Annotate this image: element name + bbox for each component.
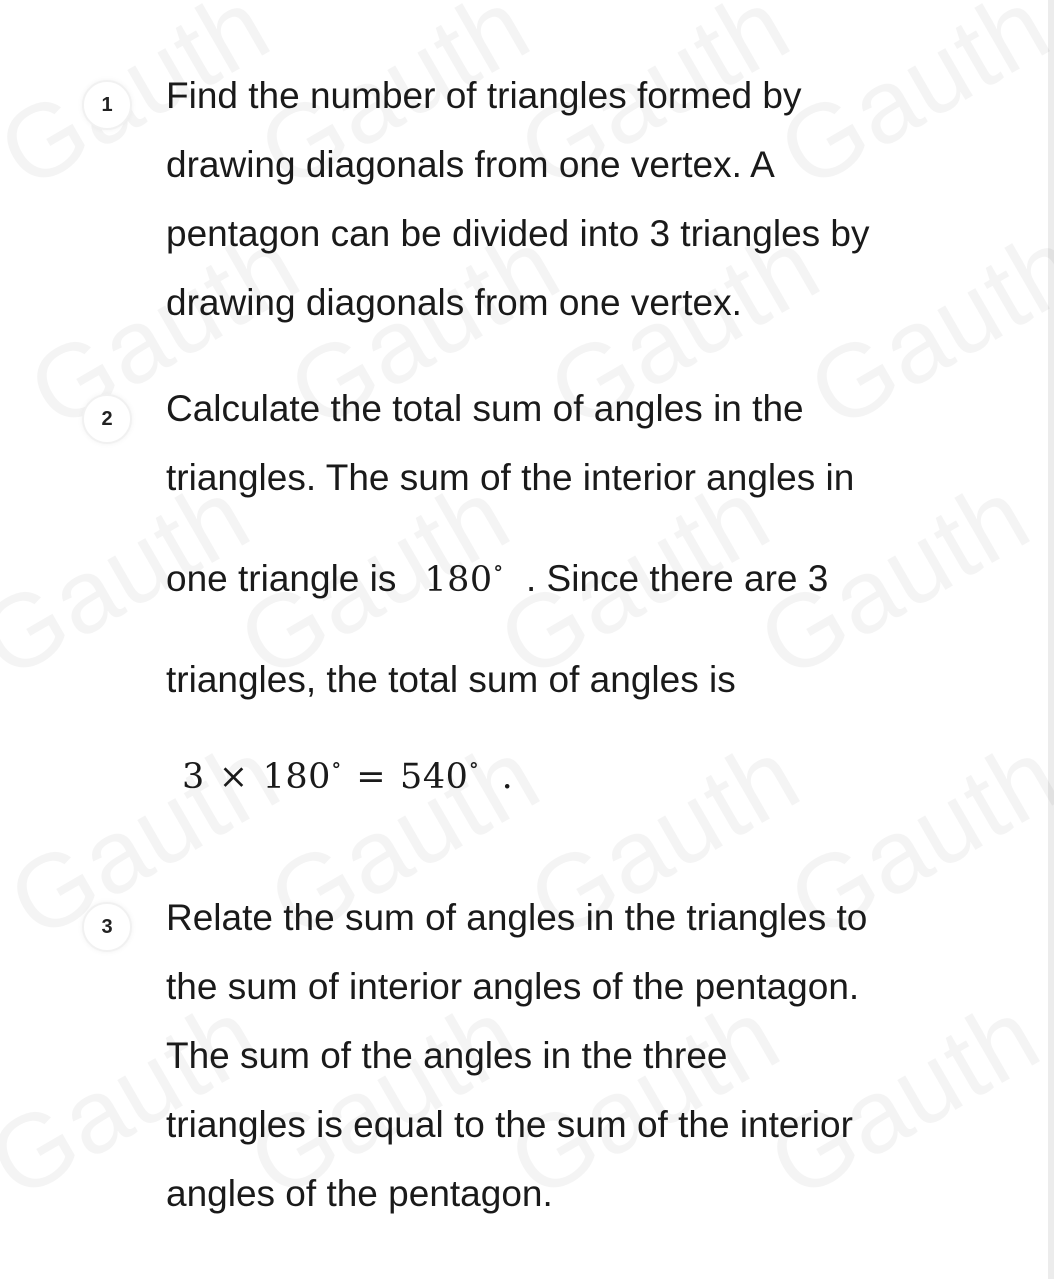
degree-symbol: ∘: [330, 753, 343, 778]
step-text-line: triangles, the total sum of angles is: [166, 659, 736, 700]
step-text-line: triangles. The sum of the interior angles in: [166, 457, 855, 498]
math-number: 180: [424, 560, 493, 600]
step-text-line: Find the number of triangles formed by: [166, 75, 802, 116]
text-segment: . Since there are 3: [525, 558, 829, 599]
eq-term: 540: [400, 757, 469, 797]
angle-180-math: [424, 556, 504, 600]
text-segment: one triangle is: [166, 558, 397, 599]
watermark: [760, 0, 1054, 213]
step-text-line: triangles is equal to the sum of the interior: [166, 1104, 853, 1145]
times-operator: ×: [218, 757, 249, 797]
step-text-line: The sum of the angles in the three: [166, 1035, 728, 1076]
eq-term: 3: [182, 757, 205, 797]
eq-term: 180: [262, 757, 331, 797]
step-number-badge: 1: [82, 80, 132, 130]
step-text-line: [166, 556, 829, 600]
eq-period: .: [501, 757, 514, 797]
step-text-line: angles of the pentagon.: [166, 1173, 553, 1214]
page-edge: [1048, 0, 1054, 1279]
step-text-line: drawing diagonals from one vertex. A: [166, 144, 775, 185]
step-text-line: pentagon can be divided into 3 triangles by: [166, 213, 870, 254]
equation: [182, 753, 514, 797]
step-text-line: Calculate the total sum of angles in the: [166, 388, 804, 429]
degree-symbol: ∘: [492, 556, 504, 581]
step-text-line: Relate the sum of angles in the triangles to: [166, 897, 868, 938]
equals-operator: =: [356, 757, 387, 797]
step-number-badge: 2: [82, 394, 132, 444]
step-text-line: drawing diagonals from one vertex.: [166, 282, 742, 323]
step-number-badge: 3: [82, 902, 132, 952]
watermark: [750, 976, 1054, 1223]
step-text-line: the sum of interior angles of the pentagon.: [166, 966, 860, 1007]
degree-symbol: ∘: [468, 753, 480, 778]
